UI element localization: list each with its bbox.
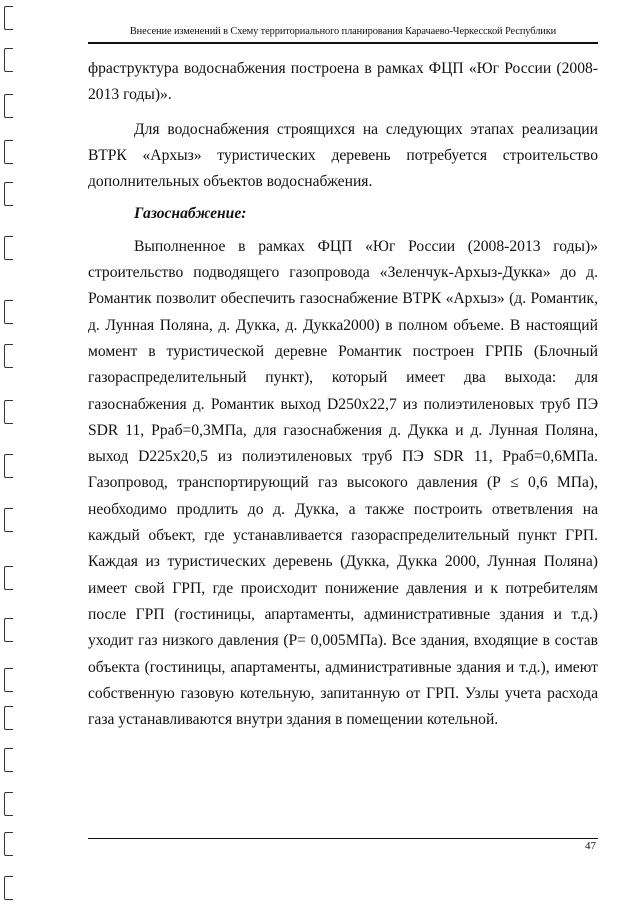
binding-hole bbox=[4, 300, 13, 324]
paragraph-water-infrastructure: фраструктура водоснабжения построена в рамках ФЦП «Юг России (2008-2013 годы)». bbox=[88, 60, 598, 104]
binding-hole bbox=[4, 182, 13, 206]
binding-hole bbox=[4, 6, 13, 30]
binding-hole bbox=[4, 140, 13, 164]
paragraph-gas-supply: Выполненное в рамках ФЦП «Юг России (2008-2013 годы)» строительство подводящего газопровода «Зеленчук-Архыз-Дукка» до д. Романтик позволит обеспечить газоснабжение ВТРК «Архыз» (д. Романтик, д. Лунная Поляна, д. Дукка, д. Дукка2000) в полном объеме. В настоящий момент в туристической деревне Романтик построен ГРПБ (Блочный газораспределительный пункт), который имеет два выхода: для газоснабжения д. Романтик выход D250х22,7 из полиэтиленовых труб ПЭ SDR 11, Рраб=0,3МПа, для газоснабжения д. Дукка и д. Лунная Поляна, выход D225х20,5 из полиэтиленовых труб ПЭ SDR 11, Рраб=0,6МПа. Газопровод, транспортирующий газ высокого давления (Р ≤ 0,6 МПа), необходимо продлить до д. Дукка, а также построить ответвления на каждый объект, где устанавливается газораспределительный пункт ГРП. Каждая из туристических деревень (Дукка, Дукка 2000, Лунная Поляна) имеет свой ГРП, где происходит понижение давления и к потребителям после ГРП (гостиницы, апартаменты, административные здания и т.д.) уходит газ низкого давления (Р= 0,005МПа). Все здания, входящие в состав объекта (гостиницы, апартаменты, административные здания и т.д.), имеют собственную газовую котельную, запитанную от ГРП. Узлы учета расхода газа устанавливаются внутри здания в помещении котельной. bbox=[88, 237, 598, 729]
header-divider bbox=[88, 42, 598, 44]
binding-hole bbox=[4, 48, 13, 72]
running-header: Внесение изменений в Схему территориального планирования Карачаево-Черкесской Республики bbox=[129, 26, 557, 37]
binding-hole bbox=[4, 454, 13, 478]
paragraph-water-supply: Для водоснабжения строящихся на следующих этапах реализации ВТРК «Архыз» туристических деревень потребуется строительство дополнительных объектов водоснабжения. bbox=[88, 120, 598, 191]
binding-hole bbox=[4, 236, 13, 260]
footer-divider bbox=[88, 838, 598, 839]
binding-hole bbox=[4, 706, 13, 730]
binding-hole bbox=[4, 668, 13, 692]
binding-hole bbox=[4, 94, 13, 118]
document-body bbox=[88, 56, 598, 733]
binding-hole bbox=[4, 400, 13, 424]
binding-hole bbox=[4, 876, 13, 900]
section-heading-gas-supply: Газоснабжение: bbox=[134, 205, 247, 223]
binding-hole bbox=[4, 748, 13, 772]
page-number: 47 bbox=[585, 840, 596, 852]
binding-hole bbox=[4, 344, 13, 368]
binding-hole bbox=[4, 618, 13, 642]
binding-hole bbox=[4, 566, 13, 590]
binding-hole bbox=[4, 792, 13, 816]
binding-hole bbox=[4, 508, 13, 532]
binding-holes bbox=[0, 0, 22, 905]
binding-hole bbox=[4, 832, 13, 856]
